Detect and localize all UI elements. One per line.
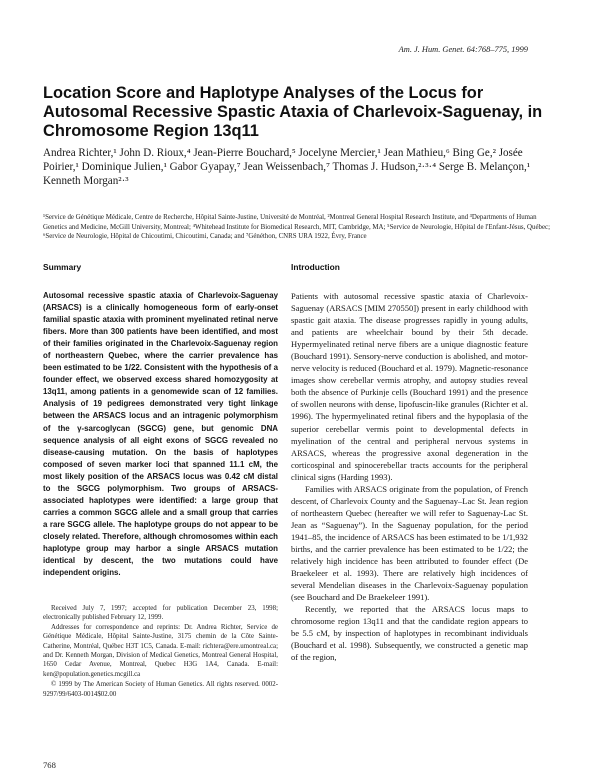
summary-section	[43, 262, 278, 579]
article-title: Location Score and Haplotype Analyses of the Locus for Autosomal Recessive Spastic Ataxia of Charlevoix-Saguenay, in Chromosome Region 13q11	[43, 84, 543, 140]
author-list: Andrea Richter,¹ John D. Rioux,⁴ Jean-Pierre Bouchard,⁵ Jocelyne Mercier,¹ Jean Mathieu,⁶ Bing Ge,² Josée Poirier,¹ Dominique Julien,¹ Gabor Gyapay,⁷ Jean Weissenbach,⁷ Thomas J. Hudson,²·³·⁴ Serge B. Melançon,¹ Kenneth Morgan²·³	[43, 147, 531, 187]
intro-paragraph: Recently, we reported that the ARSACS locus maps to chromosome region 13q11 and that the candidate region appears to be 5.5 cM, by inspection of haplotypes in recombinant individuals (Bouchard et al. 1998). Subsequently, we constructed a genetic map of the region,	[291, 604, 528, 663]
summary-text: Autosomal recessive spastic ataxia of Charlevoix-Saguenay (ARSACS) is a clinically homogeneous form of early-onset familial spastic ataxia with prominent myelinated retinal nerve fibers. More than 300 patients have been identified, and most of their families originated in the Charlevoix-Saguenay region of northeastern Quebec, where the carrier prevalence has been estimated to be 1/22. Consistent with the hypothesis of a founder effect, we observed excess shared homozygosity at 13q11, among patients in a genomewide scan of 12 families. Analysis of 19 pedigrees demonstrated very tight linkage between the ARSACS locus and an intragenic polymorphism of the γ-sarcoglycan (SGCG) gene, but genomic DNA sequence analysis of all eight exons of SGCG revealed no disease-causing mutation. On the basis of haplotypes composed of seven marker loci that spanned 11.1 cM, the most likely position of the ARSACS locus was 0.42 cM distal to the SGCG polymorphism. Two groups of ARSACS-associated haplotypes were identified: a large group that carries a common SGCG allele and a small group that carries a rare SGCG allele. The haplotype groups do not appear to be closely related. Therefore, although chromosomes within each haplotype group may harbor a single ARSACS mutation identical by descent, the two mutations could have independent origins.	[43, 291, 278, 578]
correspondence-note: Addresses for correspondence and reprints: Dr. Andrea Richter, Service de Génétique Médicale, Hôpital Sainte-Justine, 3175 chemin de la Côte Sainte-Catherine, Montréal, Québec H3T 1C5, Canada. E-mail: richtera@ere.umontreal.ca; and Dr. Kenneth Morgan, Division of Medical Genetics, Montreal General Hospital, 1650 Cedar Avenue, Montreal, Quebec H3G 1A4, Canada. E-mail: ken@population.genetics.mcgill.ca	[43, 623, 278, 678]
introduction-heading: Introduction	[291, 262, 340, 272]
intro-paragraph: Families with ARSACS originate from the population, of French descent, of Charlevoix County and the Saguenay–Lac St. Jean region of northeastern Quebec (hereafter we will refer to Saguenay-Lac St. Jean as “Saguenay”). In the Saguenay population, for the period 1941–85, the incidence of ARSACS has been estimated to be 1/1,932 births, and the carrier prevalence has been estimated to be 1/22; the relatively high incidence has been attributed to founder effect (De Braekeleer et al. 1993). There are relatively high incidences of several Mendelian diseases in the Charlevoix-Saguenay population (see Bouchard and De Braekeleer 1991).	[291, 483, 528, 603]
summary-heading: Summary	[43, 262, 82, 272]
affiliations: ¹Service de Génétique Médicale, Centre de Recherche, Hôpital Sainte-Justine, Université de Montréal, ²Montreal General Hospital Research Institute, and ³Departments of Human Genetics and Medicine, McGill University, Montreal; ⁴Whitehead Institute for Biomedical Research, MIT, Cambridge, MA; ⁵Service de Neurologie, Hôpital de l'Enfant-Jésus, Québec; ⁶Service de Neurologie, Hôpital de Chicoutimi, Chicoutimi, Canada; and ⁷Généthon, CNRS URA 1922, Évry, France	[43, 214, 551, 241]
received-note: Received July 7, 1997; accepted for publication December 23, 1998; electronically published February 12, 1999.	[43, 605, 278, 622]
page-number: 768	[43, 760, 56, 770]
copyright-note: © 1999 by The American Society of Human Genetics. All rights reserved. 0002-9297/99/6403-0014$02.00	[43, 681, 278, 698]
intro-paragraph: Patients with autosomal recessive spastic ataxia of Charlevoix-Saguenay (ARSACS [MIM 270550]) present in early childhood with spastic gait ataxia. The disease progresses rapidly in young adults, and patients are wheelchair bound by their 5th decade. Hypermyelinated retinal nerve fibers are a unique diagnostic feature (Bouchard 1991). Sensory-nerve conduction is abolished, and motor-nerve velocity is reduced (Bouchard et al. 1979). Magnetic-resonance images show cerebellar vermis atrophy, and autopsy studies reveal both the absence of Purkinje cells (Bouchard 1991) and the presence of swollen neurons with dense, lipofuscin-like granules (Richter et al. 1996). The hypermyelinated retinal fibers and the hypoplasia of the superior cerebellar vermis point to developmental defects in myelination of the central and peripheral nervous systems in ARSACS, whereas the progressive axonal degeneration in the corticospinal and spinocerebellar tracts accounts for the peripheral clinical signs (Harding 1993).	[291, 291, 528, 482]
introduction-section	[291, 262, 528, 663]
article-notes	[43, 604, 278, 699]
journal-citation: Am. J. Hum. Genet. 64:768–775, 1999	[398, 45, 528, 54]
